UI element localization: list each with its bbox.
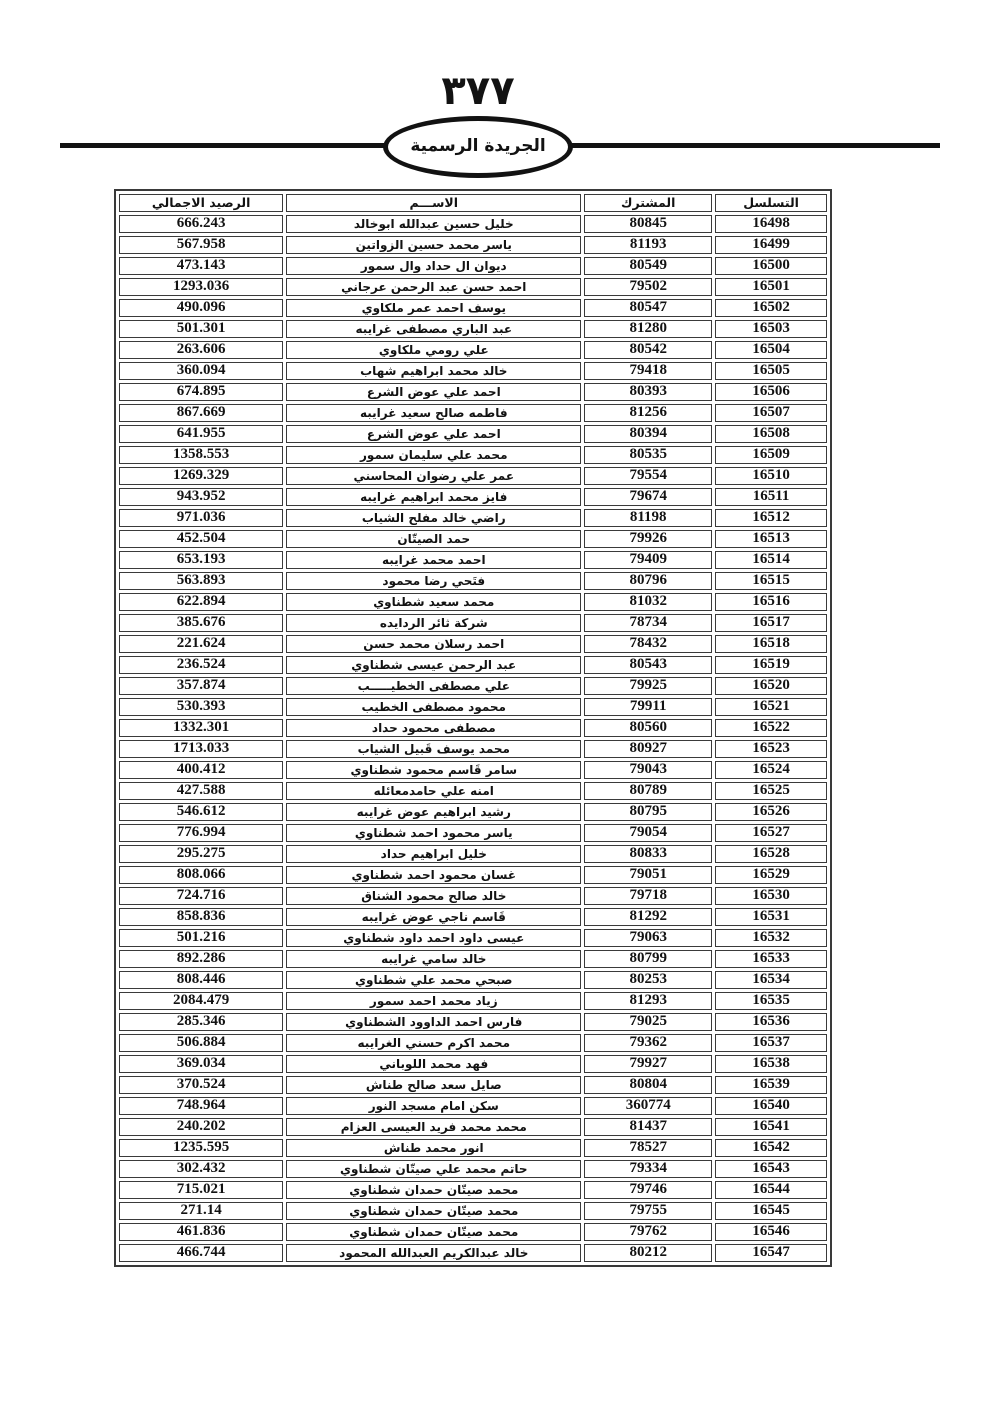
subscriber-cell: 79418 bbox=[584, 362, 712, 380]
table-row bbox=[119, 1244, 827, 1262]
subscriber-cell: 81280 bbox=[584, 320, 712, 338]
table-row bbox=[119, 320, 827, 338]
balance-cell: 357.874 bbox=[119, 677, 283, 695]
subscriber-cell: 79502 bbox=[584, 278, 712, 296]
name-cell: قَاسم ناجي عوض غرايبه bbox=[286, 908, 581, 926]
balance-cell: 1269.329 bbox=[119, 467, 283, 485]
name-cell: احمد رسلان محمد حسن bbox=[286, 635, 581, 653]
balance-cell: 221.624 bbox=[119, 635, 283, 653]
balance-cell: 263.606 bbox=[119, 341, 283, 359]
table-row bbox=[119, 488, 827, 506]
serial-cell: 16539 bbox=[715, 1076, 827, 1094]
table-row bbox=[119, 215, 827, 233]
table-row bbox=[119, 908, 827, 926]
table-row bbox=[119, 383, 827, 401]
balance-cell: 724.716 bbox=[119, 887, 283, 905]
table-row bbox=[119, 1223, 827, 1241]
table-row bbox=[119, 1139, 827, 1157]
name-cell: فايز محمد ابراهيم غرايبه bbox=[286, 488, 581, 506]
serial-cell: 16498 bbox=[715, 215, 827, 233]
table-row bbox=[119, 866, 827, 884]
balance-cell: 653.193 bbox=[119, 551, 283, 569]
name-cell: خليل ابراهيم حداد bbox=[286, 845, 581, 863]
balance-cell: 452.504 bbox=[119, 530, 283, 548]
table-row bbox=[119, 362, 827, 380]
header-serial: التسلسل bbox=[715, 194, 827, 212]
name-cell: ياسر محمد حسين الزواتين bbox=[286, 236, 581, 254]
table-row bbox=[119, 1034, 827, 1052]
name-cell: احمد علي عوض الشرع bbox=[286, 425, 581, 443]
gazette-banner-oval bbox=[383, 116, 573, 178]
subscriber-cell: 79025 bbox=[584, 1013, 712, 1031]
table-row bbox=[119, 341, 827, 359]
balance-cell: 641.955 bbox=[119, 425, 283, 443]
serial-cell: 16505 bbox=[715, 362, 827, 380]
table-row bbox=[119, 572, 827, 590]
subscriber-cell: 79718 bbox=[584, 887, 712, 905]
serial-cell: 16503 bbox=[715, 320, 827, 338]
name-cell: رشيد ابراهيم عوض غرايبه bbox=[286, 803, 581, 821]
subscriber-cell: 79362 bbox=[584, 1034, 712, 1052]
subscriber-cell: 81193 bbox=[584, 236, 712, 254]
table-row bbox=[119, 698, 827, 716]
serial-cell: 16502 bbox=[715, 299, 827, 317]
balance-cell: 715.021 bbox=[119, 1181, 283, 1199]
serial-cell: 16533 bbox=[715, 950, 827, 968]
subscriber-cell: 79054 bbox=[584, 824, 712, 842]
table-row bbox=[119, 677, 827, 695]
records-table-wrap bbox=[114, 189, 832, 1267]
table-row bbox=[119, 1097, 827, 1115]
serial-cell: 16543 bbox=[715, 1160, 827, 1178]
table-row bbox=[119, 929, 827, 947]
table-row bbox=[119, 656, 827, 674]
subscriber-cell: 79051 bbox=[584, 866, 712, 884]
balance-cell: 546.612 bbox=[119, 803, 283, 821]
name-cell: عبد الباري مصطفى غرايبه bbox=[286, 320, 581, 338]
serial-cell: 16500 bbox=[715, 257, 827, 275]
serial-cell: 16504 bbox=[715, 341, 827, 359]
table-row bbox=[119, 1013, 827, 1031]
serial-cell: 16524 bbox=[715, 761, 827, 779]
serial-cell: 16542 bbox=[715, 1139, 827, 1157]
subscriber-cell: 81437 bbox=[584, 1118, 712, 1136]
name-cell: علي رومي ملكاوي bbox=[286, 341, 581, 359]
serial-cell: 16523 bbox=[715, 740, 827, 758]
table-row bbox=[119, 257, 827, 275]
balance-cell: 808.446 bbox=[119, 971, 283, 989]
balance-cell: 867.669 bbox=[119, 404, 283, 422]
table-row bbox=[119, 1055, 827, 1073]
subscriber-cell: 79063 bbox=[584, 929, 712, 947]
subscriber-cell: 81293 bbox=[584, 992, 712, 1010]
header-row bbox=[119, 194, 827, 212]
header-balance: الرصيد الاجمالي bbox=[119, 194, 283, 212]
balance-cell: 1358.553 bbox=[119, 446, 283, 464]
balance-cell: 461.836 bbox=[119, 1223, 283, 1241]
table-row bbox=[119, 467, 827, 485]
serial-cell: 16545 bbox=[715, 1202, 827, 1220]
balance-cell: 302.432 bbox=[119, 1160, 283, 1178]
table-row bbox=[119, 509, 827, 527]
subscriber-cell: 81198 bbox=[584, 509, 712, 527]
balance-cell: 808.066 bbox=[119, 866, 283, 884]
serial-cell: 16522 bbox=[715, 719, 827, 737]
subscriber-cell: 80927 bbox=[584, 740, 712, 758]
name-cell: احمد حسن عبد الرحمن عرجاني bbox=[286, 278, 581, 296]
balance-cell: 567.958 bbox=[119, 236, 283, 254]
serial-cell: 16519 bbox=[715, 656, 827, 674]
name-cell: ديوان ال حداد وال سمور bbox=[286, 257, 581, 275]
serial-cell: 16515 bbox=[715, 572, 827, 590]
name-cell: زياد محمد احمد سمور bbox=[286, 992, 581, 1010]
balance-cell: 466.744 bbox=[119, 1244, 283, 1262]
table-row bbox=[119, 1181, 827, 1199]
balance-cell: 506.884 bbox=[119, 1034, 283, 1052]
balance-cell: 776.994 bbox=[119, 824, 283, 842]
table-row bbox=[119, 887, 827, 905]
name-cell: ياسر محمود احمد شطناوي bbox=[286, 824, 581, 842]
table-row bbox=[119, 1118, 827, 1136]
name-cell: مصطفى محمود حداد bbox=[286, 719, 581, 737]
serial-cell: 16531 bbox=[715, 908, 827, 926]
balance-cell: 858.836 bbox=[119, 908, 283, 926]
serial-cell: 16521 bbox=[715, 698, 827, 716]
balance-cell: 1713.033 bbox=[119, 740, 283, 758]
balance-cell: 892.286 bbox=[119, 950, 283, 968]
balance-cell: 1332.301 bbox=[119, 719, 283, 737]
table-row bbox=[119, 782, 827, 800]
name-cell: خالد سامي غرايبه bbox=[286, 950, 581, 968]
table-row bbox=[119, 761, 827, 779]
balance-cell: 563.893 bbox=[119, 572, 283, 590]
subscriber-cell: 79746 bbox=[584, 1181, 712, 1199]
table-row bbox=[119, 299, 827, 317]
subscriber-cell: 79334 bbox=[584, 1160, 712, 1178]
balance-cell: 1293.036 bbox=[119, 278, 283, 296]
name-cell: انور محمد طناش bbox=[286, 1139, 581, 1157]
balance-cell: 295.275 bbox=[119, 845, 283, 863]
serial-cell: 16511 bbox=[715, 488, 827, 506]
subscriber-cell: 80795 bbox=[584, 803, 712, 821]
name-cell: محمد صيتّان حمدان شطناوي bbox=[286, 1181, 581, 1199]
name-cell: غسان محمود احمد شطناوي bbox=[286, 866, 581, 884]
table-row bbox=[119, 845, 827, 863]
name-cell: علي مصطفى الخطيـــــب bbox=[286, 677, 581, 695]
subscriber-cell: 80535 bbox=[584, 446, 712, 464]
balance-cell: 271.14 bbox=[119, 1202, 283, 1220]
subscriber-cell: 79925 bbox=[584, 677, 712, 695]
subscriber-cell: 79043 bbox=[584, 761, 712, 779]
table-row bbox=[119, 740, 827, 758]
serial-cell: 16528 bbox=[715, 845, 827, 863]
table-row bbox=[119, 593, 827, 611]
serial-cell: 16535 bbox=[715, 992, 827, 1010]
subscriber-cell: 79927 bbox=[584, 1055, 712, 1073]
serial-cell: 16529 bbox=[715, 866, 827, 884]
subscriber-cell: 80212 bbox=[584, 1244, 712, 1262]
subscriber-cell: 80799 bbox=[584, 950, 712, 968]
table-row bbox=[119, 971, 827, 989]
table-row bbox=[119, 551, 827, 569]
balance-cell: 943.952 bbox=[119, 488, 283, 506]
serial-cell: 16513 bbox=[715, 530, 827, 548]
balance-cell: 674.895 bbox=[119, 383, 283, 401]
serial-cell: 16510 bbox=[715, 467, 827, 485]
balance-cell: 370.524 bbox=[119, 1076, 283, 1094]
balance-cell: 490.096 bbox=[119, 299, 283, 317]
name-cell: محمد سعيد شطناوي bbox=[286, 593, 581, 611]
name-cell: احمد محمد غرايبه bbox=[286, 551, 581, 569]
subscriber-cell: 80549 bbox=[584, 257, 712, 275]
header-subscriber: المشترك bbox=[584, 194, 712, 212]
table-row bbox=[119, 425, 827, 443]
serial-cell: 16507 bbox=[715, 404, 827, 422]
balance-cell: 369.034 bbox=[119, 1055, 283, 1073]
balance-cell: 748.964 bbox=[119, 1097, 283, 1115]
table-row bbox=[119, 404, 827, 422]
records-table bbox=[114, 189, 832, 1267]
subscriber-cell: 80543 bbox=[584, 656, 712, 674]
name-cell: عبد الرحمن عيسى شطناوي bbox=[286, 656, 581, 674]
serial-cell: 16517 bbox=[715, 614, 827, 632]
subscriber-cell: 79926 bbox=[584, 530, 712, 548]
serial-cell: 16530 bbox=[715, 887, 827, 905]
name-cell: فتَحي رضا محمود bbox=[286, 572, 581, 590]
subscriber-cell: 78527 bbox=[584, 1139, 712, 1157]
subscriber-cell: 80394 bbox=[584, 425, 712, 443]
table-row bbox=[119, 824, 827, 842]
name-cell: محمد صيتّان حمدان شطناوي bbox=[286, 1223, 581, 1241]
subscriber-cell: 80253 bbox=[584, 971, 712, 989]
table-row bbox=[119, 1160, 827, 1178]
table-row bbox=[119, 950, 827, 968]
name-cell: حاتم محمد علي صيتّان شطناوي bbox=[286, 1160, 581, 1178]
subscriber-cell: 78432 bbox=[584, 635, 712, 653]
serial-cell: 16536 bbox=[715, 1013, 827, 1031]
name-cell: صايل سعد صالح طناش bbox=[286, 1076, 581, 1094]
serial-cell: 16516 bbox=[715, 593, 827, 611]
serial-cell: 16537 bbox=[715, 1034, 827, 1052]
table-row bbox=[119, 530, 827, 548]
page-number: ٣٧٧ bbox=[441, 68, 515, 114]
name-cell: محمود مصطفى الخطيب bbox=[286, 698, 581, 716]
table-row bbox=[119, 446, 827, 464]
subscriber-cell: 80789 bbox=[584, 782, 712, 800]
balance-cell: 240.202 bbox=[119, 1118, 283, 1136]
serial-cell: 16518 bbox=[715, 635, 827, 653]
name-cell: فاطمه صالح سعيد غرايبه bbox=[286, 404, 581, 422]
serial-cell: 16544 bbox=[715, 1181, 827, 1199]
subscriber-cell: 79554 bbox=[584, 467, 712, 485]
name-cell: فهد محمد اللوباني bbox=[286, 1055, 581, 1073]
name-cell: خالد صالح محمود الشناق bbox=[286, 887, 581, 905]
table-row bbox=[119, 1076, 827, 1094]
subscriber-cell: 81256 bbox=[584, 404, 712, 422]
subscriber-cell: 80560 bbox=[584, 719, 712, 737]
name-cell: عمر علي رضوان المحاسني bbox=[286, 467, 581, 485]
balance-cell: 285.346 bbox=[119, 1013, 283, 1031]
table-row bbox=[119, 614, 827, 632]
serial-cell: 16532 bbox=[715, 929, 827, 947]
name-cell: سامر قَاسم محمود شطناوي bbox=[286, 761, 581, 779]
serial-cell: 16501 bbox=[715, 278, 827, 296]
serial-cell: 16526 bbox=[715, 803, 827, 821]
table-row bbox=[119, 803, 827, 821]
name-cell: حمد الصيتّان bbox=[286, 530, 581, 548]
serial-cell: 16508 bbox=[715, 425, 827, 443]
serial-cell: 16541 bbox=[715, 1118, 827, 1136]
name-cell: صبحي محمد علي شطناوي bbox=[286, 971, 581, 989]
balance-cell: 501.301 bbox=[119, 320, 283, 338]
subscriber-cell: 360774 bbox=[584, 1097, 712, 1115]
table-row bbox=[119, 278, 827, 296]
table-row bbox=[119, 635, 827, 653]
name-cell: امنه علي حامدمعائله bbox=[286, 782, 581, 800]
subscriber-cell: 81032 bbox=[584, 593, 712, 611]
balance-cell: 501.216 bbox=[119, 929, 283, 947]
subscriber-cell: 80542 bbox=[584, 341, 712, 359]
serial-cell: 16540 bbox=[715, 1097, 827, 1115]
name-cell: شركة ثائر الردايده bbox=[286, 614, 581, 632]
name-cell: عيسى داود احمد داود شطناوي bbox=[286, 929, 581, 947]
subscriber-cell: 80547 bbox=[584, 299, 712, 317]
balance-cell: 400.412 bbox=[119, 761, 283, 779]
serial-cell: 16506 bbox=[715, 383, 827, 401]
name-cell: محمد اكرم حسني الغرايبه bbox=[286, 1034, 581, 1052]
name-cell: محمد علي سليمان سمور bbox=[286, 446, 581, 464]
name-cell: خليل حسين عبدالله ابوخالد bbox=[286, 215, 581, 233]
name-cell: محمد يوسف قَبيل الشياب bbox=[286, 740, 581, 758]
balance-cell: 530.393 bbox=[119, 698, 283, 716]
balance-cell: 2084.479 bbox=[119, 992, 283, 1010]
name-cell: راضي خالد مفلح الشياب bbox=[286, 509, 581, 527]
subscriber-cell: 79674 bbox=[584, 488, 712, 506]
balance-cell: 236.524 bbox=[119, 656, 283, 674]
name-cell: خالد عبدالكريم العبدالله المحمود bbox=[286, 1244, 581, 1262]
header-name: الاســـم bbox=[286, 194, 581, 212]
balance-cell: 971.036 bbox=[119, 509, 283, 527]
serial-cell: 16525 bbox=[715, 782, 827, 800]
serial-cell: 16527 bbox=[715, 824, 827, 842]
balance-cell: 666.243 bbox=[119, 215, 283, 233]
serial-cell: 16547 bbox=[715, 1244, 827, 1262]
records-body bbox=[119, 215, 827, 1262]
name-cell: سكن امام مسجد النور bbox=[286, 1097, 581, 1115]
name-cell: محمد صيتّان حمدان شطناوي bbox=[286, 1202, 581, 1220]
subscriber-cell: 80845 bbox=[584, 215, 712, 233]
name-cell: خالد محمد ابراهيم شهاب bbox=[286, 362, 581, 380]
name-cell: فارس احمد الداوود الشطناوي bbox=[286, 1013, 581, 1031]
subscriber-cell: 80833 bbox=[584, 845, 712, 863]
balance-cell: 1235.595 bbox=[119, 1139, 283, 1157]
serial-cell: 16538 bbox=[715, 1055, 827, 1073]
gazette-banner-title: الجريدة الرسمية bbox=[410, 136, 546, 156]
subscriber-cell: 80796 bbox=[584, 572, 712, 590]
balance-cell: 473.143 bbox=[119, 257, 283, 275]
records-header bbox=[119, 194, 827, 212]
serial-cell: 16499 bbox=[715, 236, 827, 254]
subscriber-cell: 79762 bbox=[584, 1223, 712, 1241]
balance-cell: 622.894 bbox=[119, 593, 283, 611]
subscriber-cell: 80393 bbox=[584, 383, 712, 401]
serial-cell: 16509 bbox=[715, 446, 827, 464]
serial-cell: 16520 bbox=[715, 677, 827, 695]
serial-cell: 16546 bbox=[715, 1223, 827, 1241]
table-row bbox=[119, 992, 827, 1010]
balance-cell: 360.094 bbox=[119, 362, 283, 380]
name-cell: محمد محمد فريد العيسى العزام bbox=[286, 1118, 581, 1136]
subscriber-cell: 79911 bbox=[584, 698, 712, 716]
name-cell: احمد علي عوض الشرع bbox=[286, 383, 581, 401]
name-cell: يوسف احمد عمر ملكاوي bbox=[286, 299, 581, 317]
table-row bbox=[119, 236, 827, 254]
subscriber-cell: 79755 bbox=[584, 1202, 712, 1220]
balance-cell: 385.676 bbox=[119, 614, 283, 632]
serial-cell: 16514 bbox=[715, 551, 827, 569]
subscriber-cell: 79409 bbox=[584, 551, 712, 569]
table-row bbox=[119, 719, 827, 737]
table-row bbox=[119, 1202, 827, 1220]
subscriber-cell: 78734 bbox=[584, 614, 712, 632]
serial-cell: 16512 bbox=[715, 509, 827, 527]
subscriber-cell: 80804 bbox=[584, 1076, 712, 1094]
serial-cell: 16534 bbox=[715, 971, 827, 989]
balance-cell: 427.588 bbox=[119, 782, 283, 800]
subscriber-cell: 81292 bbox=[584, 908, 712, 926]
